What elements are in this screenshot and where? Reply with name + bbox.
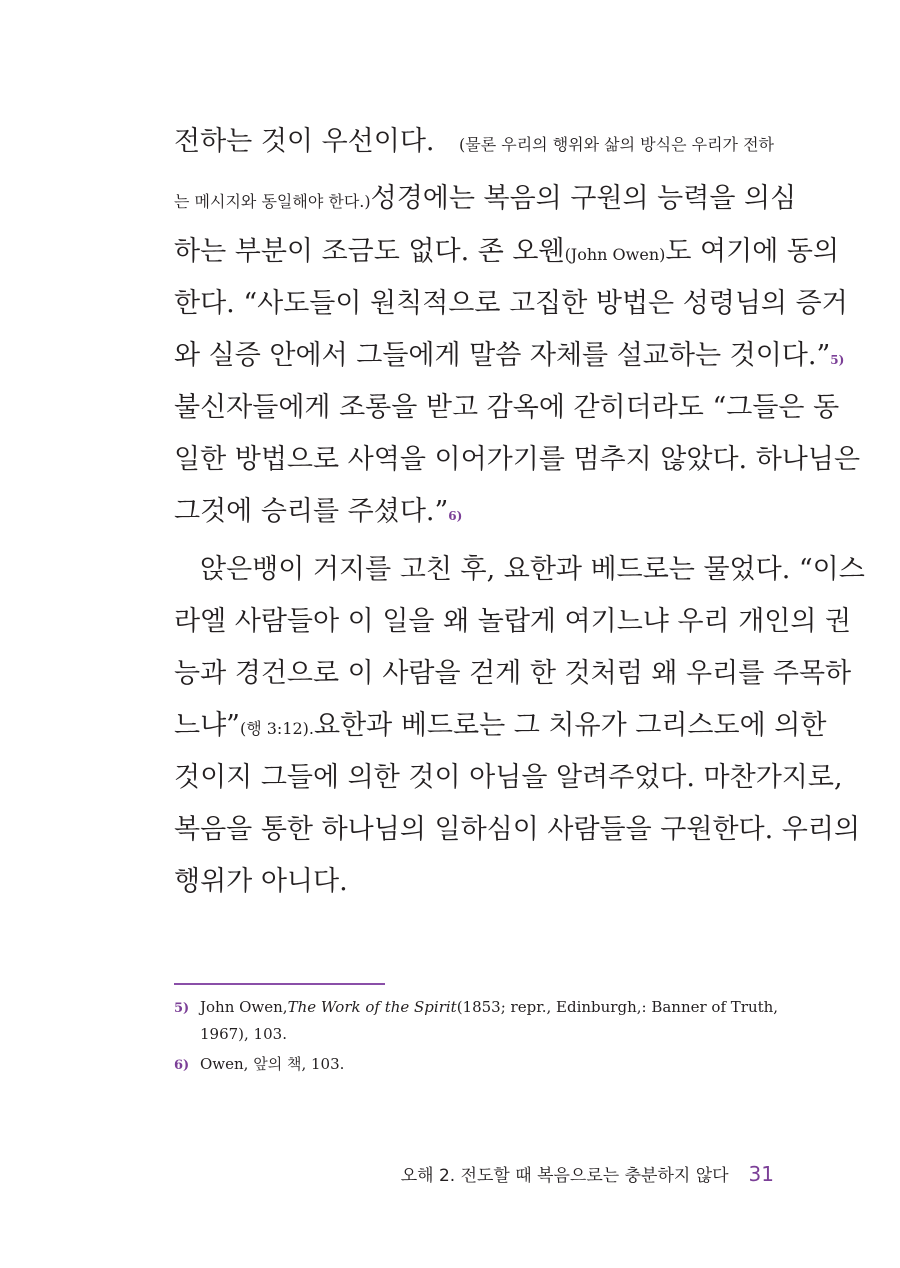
body-line xyxy=(174,814,861,845)
body-text: 하는 부분이 조금도 없다. 존 오웬(John Owen)도 여기에 동의 xyxy=(174,236,840,267)
body-line xyxy=(174,606,852,637)
body-text: 그것에 승리를 주셨다.” xyxy=(174,496,449,527)
body-text: 전하는 것이 우선이다. xyxy=(174,126,435,157)
body-line xyxy=(174,340,845,371)
parenthetical-note: (물론 우리의 행위와 삶의 방식은 우리가 전하 xyxy=(459,135,774,154)
body-text: 와 실증 안에서 그들에게 말씀 자체를 설교하는 것이다.” xyxy=(174,340,831,371)
body-text: 일한 방법으로 사역을 이어가기를 멈추지 않았다. 하나님은 xyxy=(174,444,861,475)
body-text: 능과 경건으로 이 사람을 걷게 한 것처럼 왜 우리를 주목하 xyxy=(174,658,852,689)
page-footer xyxy=(401,1161,774,1186)
footnote-ref-6[interactable]: 6) xyxy=(448,509,463,523)
body-line xyxy=(174,762,843,793)
body-text: 것이지 그들에 의한 것이 아님을 알려주었다. 마찬가지로, xyxy=(174,762,843,793)
body-text: 앉은뱅이 거지를 고친 후, 요한과 베드로는 물었다. “이스 xyxy=(200,554,865,585)
body-text: 성경에는 복음의 구원의 능력을 의심 xyxy=(370,183,797,214)
body-line xyxy=(174,128,774,155)
body-line xyxy=(174,658,852,689)
footnote-divider xyxy=(174,983,385,985)
body-text: 복음을 통한 하나님의 일하심이 사람들을 구원한다. 우리의 xyxy=(174,814,861,845)
body-line xyxy=(174,444,861,475)
footnote-5: 5) John Owen, The Work of the Spirit (1853; repr., Edinburgh,: Banner of Truth, xyxy=(174,998,779,1016)
parenthetical-note: 는 메시지와 동일해야 한다.) xyxy=(174,192,371,211)
cited-book-title: The Work of the Spirit xyxy=(287,998,457,1016)
footnote-marker: 5) xyxy=(174,1001,190,1016)
body-text: 불신자들에게 조롱을 받고 감옥에 갇히더라도 “그들은 동 xyxy=(174,392,840,423)
body-text: 요한과 베드로는 그 치유가 그리스도에 의한 xyxy=(314,710,827,741)
footnote-ref-5[interactable]: 5) xyxy=(830,353,845,367)
page-number: 31 xyxy=(748,1162,774,1186)
footnote-marker: 6) xyxy=(174,1058,190,1073)
body-text: 한다. “사도들이 원칙적으로 고집한 방법은 성령님의 증거 xyxy=(174,288,848,319)
body-line xyxy=(174,392,840,423)
body-line xyxy=(174,868,774,895)
body-line xyxy=(174,498,774,525)
body-line xyxy=(174,710,827,741)
body-text: 라엘 사람들아 이 일을 왜 놀랍게 여기느냐 우리 개인의 권 xyxy=(174,606,852,637)
body-text: 행위가 아니다. xyxy=(174,866,348,897)
body-text: 느냐”(행 3:12). xyxy=(174,710,315,741)
body-line xyxy=(174,236,840,267)
body-line xyxy=(200,554,865,585)
footnote-5-continued: 1967), 103. xyxy=(200,1025,287,1043)
body-line xyxy=(174,183,797,214)
running-title: 오해 2. 전도할 때 복음으로는 충분하지 않다 xyxy=(400,1166,729,1186)
body-line xyxy=(174,288,848,319)
footnote-6: 6) Owen, 앞의 책, 103. xyxy=(174,1055,345,1073)
